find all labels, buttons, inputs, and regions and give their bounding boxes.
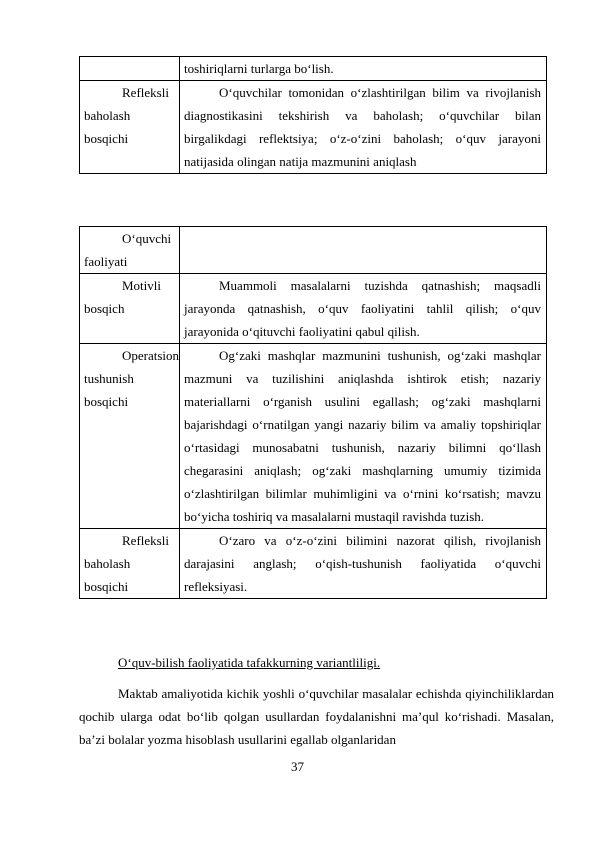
table-row [80, 57, 547, 81]
table-row [80, 529, 547, 599]
stage-description [180, 227, 547, 274]
stage-description: toshiriqlarni turlarga bo‘lish. [180, 57, 547, 81]
table-row [80, 81, 547, 174]
stage-label [80, 57, 180, 81]
page-number: 37 [291, 759, 304, 774]
section-heading: O‘quv-bilish faoliyatida tafakkurning variantliligi. [118, 655, 381, 670]
stage-table-top [79, 56, 547, 174]
stage-description: O‘quvchilar tomonidan o‘zlashtirilgan bilim va rivojlanish diagnostikasini tekshirish va baholash; o‘quvchilar bilan birgalikdagi reflektsiya; o‘z-o‘zini baholash; o‘quv jarayoni natijasida olingan natija mazmunini aniqlash [180, 81, 547, 174]
body-paragraph: Maktab amaliyotida kichik yoshli o‘quvchilar masalalar echishda qiyinchiliklardan qochib ularga odat bo‘lib qolgan usullardan foydalanishni ma’qul ko‘rishadi. Masalan, ba’zi bolalar yozma hisoblash usullarini egallab olganlaridan [79, 686, 554, 747]
table-row [80, 344, 547, 529]
stage-description: Og‘zaki mashqlar mazmunini tushunish, og‘zaki mashqlar mazmuni va tuzilishini aniqlashda ishtirok etish; nazariy materiallarni o‘rganish usulini egallash; og‘zaki mashqlarni bajarishdagi o‘rnatilgan yangi nazariy bilim va amaliy topshiriqlar o‘rtasidagi munosabatni tushunish, nazariy bilimni qo‘llash chegarasini aniqlash; og‘zaki mashqlarning umumiy tizimida o‘zlashtirilgan bilimlar muhimligini va o‘rnini ko‘rsatish; mavzu bo‘yicha toshiriq va masalalarni mustaqil ravishda tuzish. [180, 344, 547, 529]
stage-label: Refleksli baholash bosqichi [80, 81, 180, 174]
stage-label: Refleksli baholash bosqichi [80, 529, 180, 599]
table-row [80, 274, 547, 344]
student-activity-table [79, 226, 547, 599]
table-row [80, 227, 547, 274]
stage-description: Muammoli masalalarni tuzishda qatnashish; maqsadli jarayonda qatnashish, o‘quv faoliyatini tahlil qilish; o‘quv jarayonida o‘qituvchi faoliyatini qabul qilish. [180, 274, 547, 344]
column-header-student-activity: O‘quvchi faoliyati [80, 227, 180, 274]
stage-label: Motivli bosqich [80, 274, 180, 344]
stage-description: O‘zaro va o‘z-o‘zini bilimini nazorat qilish, rivojlanish darajasini anglash; o‘qish-tushunish faoliyatida o‘quvchi refleksiyasi. [180, 529, 547, 599]
stage-label: Operatsion tushunish bosqichi [80, 344, 180, 529]
